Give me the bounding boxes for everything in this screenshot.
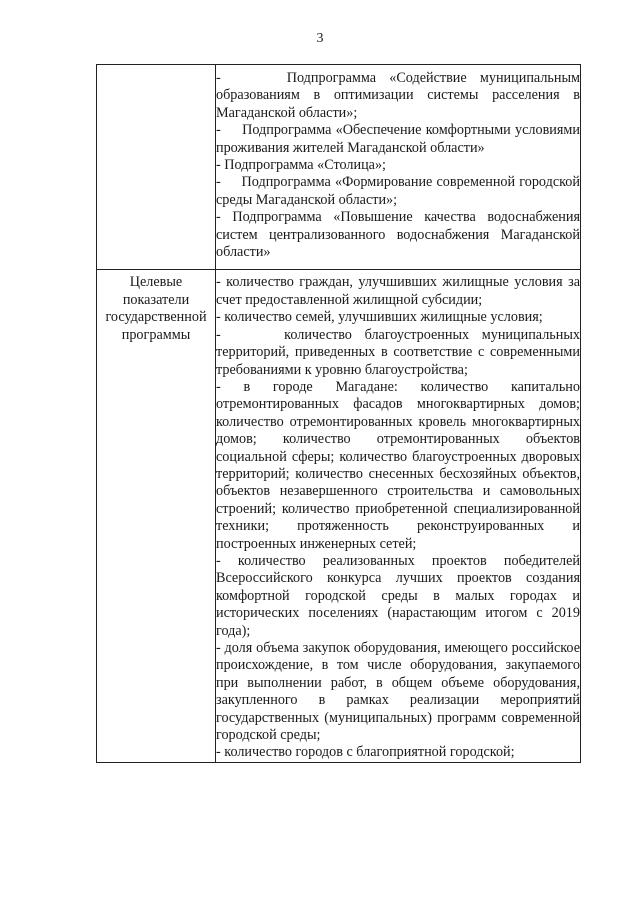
page-number: 3 [316,31,324,46]
label-cell-empty [97,65,216,270]
row-label: Целевые показатели государственной программы [105,274,207,343]
list-item: - Подпрограмма «Формирование современной городской среды Магаданской области»; [216,174,580,208]
list-item: - Подпрограмма «Столица»; [216,157,386,174]
subprograms-list [216,65,581,270]
list-item: - Подпрограмма «Содействие муниципальным образованиям в оптимизации системы расселения в Магаданской области»; [216,70,580,121]
list-item: - количество граждан, улучшивших жилищные условия за счет предоставленной жилищной субсидии; [216,274,580,308]
list-item: - количество городов с благоприятной городской; [216,744,515,761]
list-item: - количество реализованных проектов победителей Всероссийского конкурса лучших проектов создания комфортной городской среды в малых городах и исторических поселениях (нарастающим итогом с 2019 года); [216,552,580,639]
target-indicators-list [216,270,581,762]
list-item: - в городе Магадане: количество капитально отремонтированных фасадов многоквартирных домов; количество отремонтированных кровель многоквартирных домов; количество отремонтированных объектов социальной сферы; количество благоустроенных дворовых территорий; количество снесенных бесхозяйных объектов, объектов незавершенного строительства и самовольных строений; количество приобретенной специализированной техники; протяженность реконструированных и построенных инженерных сетей; [216,378,580,552]
table-row-target-indicators [97,270,581,762]
list-item: - Подпрограмма «Повышение качества водоснабжения систем централизованного водоснабжения Магаданской области» [216,209,580,261]
program-passport-table [96,64,581,763]
table-row-subprograms [97,65,581,270]
list-item: - количество семей, улучшивших жилищные условия; [216,309,543,326]
list-item: - Подпрограмма «Обеспечение комфортными условиями проживания жителей Магаданской области» [216,122,580,156]
list-item: - доля объема закупок оборудования, имеющего российское происхождение, в том числе оборудования, закупаемого при выполнении работ, в общем объеме оборудования, закупленного в рамках реализации мероприятий государственных (муниципальных) программ современной городской среды; [216,640,580,744]
list-item: - количество благоустроенных муниципальных территорий, приведенных в соответствие с современными требованиями к уровню благоустройства; [216,326,580,378]
label-cell-target-indicators [97,270,216,762]
